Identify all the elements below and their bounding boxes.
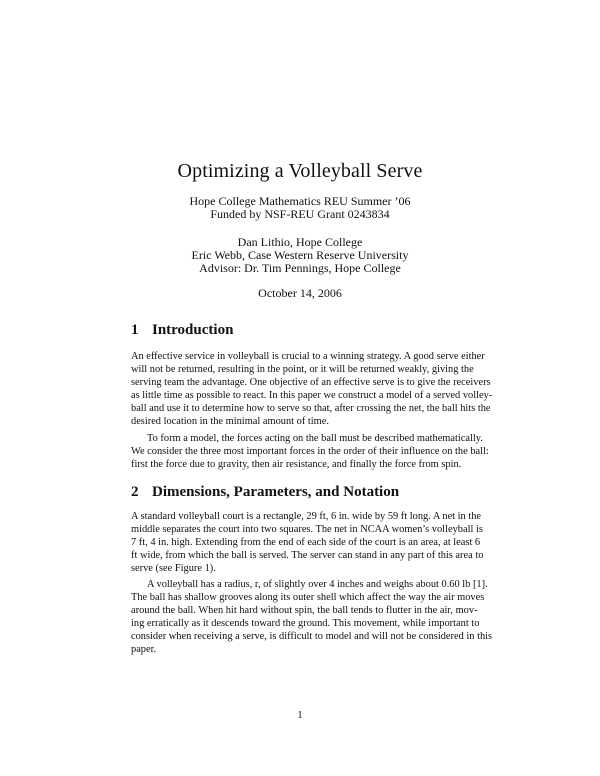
text-line: We consider the three most important forces in the order of their influence on the ball: [131,446,489,457]
author-line-3: Advisor: Dr. Tim Pennings, Hope College [199,261,401,275]
paper-date: October 14, 2006 [258,286,342,300]
paper-title: Optimizing a Volleyball Serve [177,160,423,182]
text-line: desired location in the minimal amount of time. [131,416,329,427]
section-heading-introduction [131,322,233,339]
section-title: Introduction [152,322,234,338]
text-line: as little time as possible to react. In this paper we construct a model of a served volley- [131,390,493,401]
intro-paragraph-1 [131,350,493,428]
text-line: first the force due to gravity, then air resistance, and finally the force from spin. [131,459,462,470]
section-number: 2 [131,484,139,500]
text-line: A standard volleyball court is a rectangle, 29 ft, 6 in. wide by 59 ft long. A net in the [131,511,482,522]
text-line: will not be returned, resulting in the point, or it will be returned weakly, giving the [131,364,474,375]
affiliation-line-2: Funded by NSF-REU Grant 0243834 [210,207,390,221]
text-line: serve (see Figure 1). [131,563,216,574]
section-number: 1 [131,322,139,338]
text-line: An effective service in volleyball is crucial to a winning strategy. A good serve either [131,351,485,362]
author-line-1: Dan Lithio, Hope College [237,235,363,249]
dimensions-paragraph-1 [131,510,484,575]
text-line: serving team the advantage. One objective of an effective serve is to give the receivers [131,377,491,388]
text-line: paper. [131,644,157,655]
intro-paragraph-2 [131,432,489,471]
text-line: ft wide, from which the ball is served. The server can stand in any part of this area to [131,550,484,561]
text-line: To form a model, the forces acting on the ball must be described mathematically. [147,433,483,444]
text-line: ball and use it to determine how to serve so that, after crossing the net, the ball hits the [131,403,491,414]
author-line-2: Eric Webb, Case Western Reserve University [191,248,409,262]
affiliation-line-1: Hope College Mathematics REU Summer ’06 [189,194,411,208]
text-line: consider when receiving a serve, is difficult to model and will not be considered in this [131,631,493,642]
section-heading-dimensions [131,484,399,501]
section-title: Dimensions, Parameters, and Notation [152,484,400,500]
dimensions-paragraph-2 [131,578,493,656]
text-line: around the ball. When hit hard without spin, the ball tends to flutter in the air, mov- [131,605,478,616]
text-line: The ball has shallow grooves along its outer shell which affect the way the air moves [131,592,485,603]
text-line: 7 ft, 4 in. high. Extending from the end of each side of the court is an area, at least 6 [131,537,481,548]
text-line: middle separates the court into two squares. The net in NCAA women’s volleyball is [131,524,483,535]
text-line: ing erratically as it descends toward the ground. This movement, while important to [131,618,480,629]
text-line: A volleyball has a radius, r, of slightly over 4 inches and weighs about 0.60 lb [1]. [147,579,488,590]
page-number: 1 [297,710,303,721]
